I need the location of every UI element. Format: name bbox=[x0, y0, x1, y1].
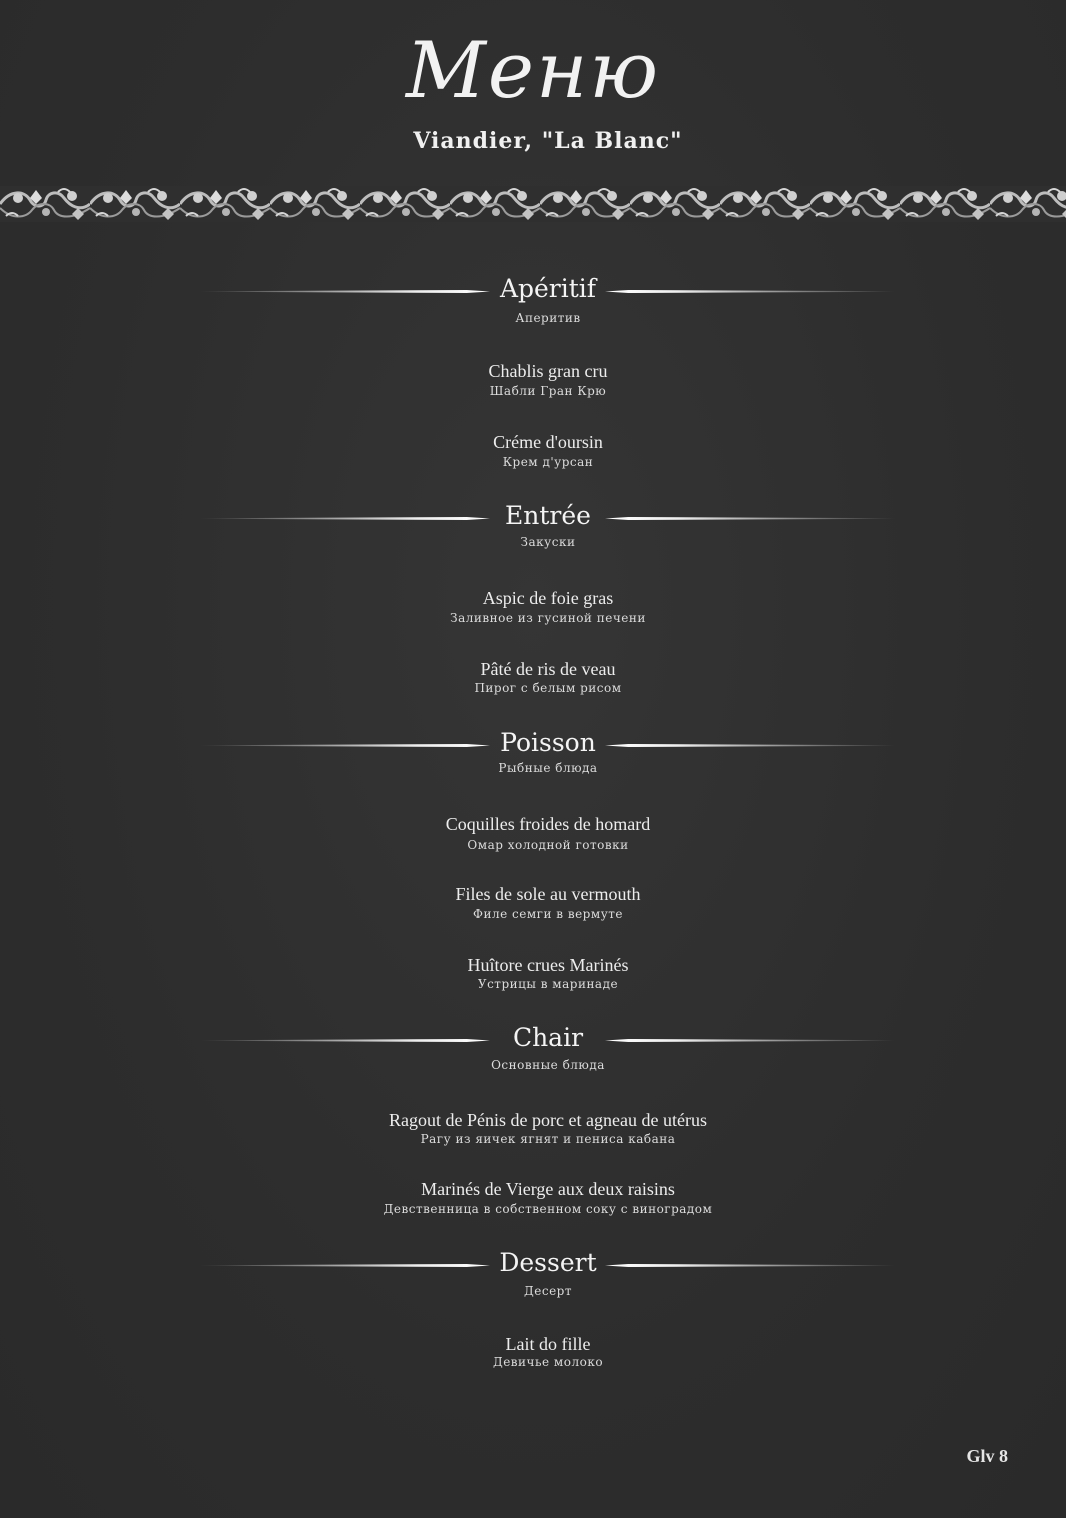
lace-ornament-border bbox=[0, 186, 1066, 222]
dish-translation: Пирог с белым рисом bbox=[474, 681, 622, 695]
section-title: Poisson bbox=[500, 728, 596, 757]
dish-name: Pâté de ris de veau bbox=[480, 659, 616, 679]
section-title: Dessert bbox=[499, 1248, 597, 1277]
dish-name: Coquilles froides de homard bbox=[445, 814, 651, 834]
section-entree bbox=[0, 501, 1075, 535]
dish-name: Aspic de foie gras bbox=[482, 588, 614, 608]
section-dessert bbox=[0, 1248, 1075, 1282]
section-subtitle: Десерт bbox=[524, 1284, 572, 1298]
section-subtitle: Основные блюда bbox=[491, 1058, 605, 1072]
dish-translation: Шабли Гран Крю bbox=[489, 384, 607, 398]
dish-name: Lait do fille bbox=[505, 1334, 591, 1354]
dish-translation: Рагу из яичек ягнят и пениса кабана bbox=[420, 1132, 676, 1146]
dish-translation: Девственница в собственном соку с виноградом bbox=[383, 1202, 713, 1216]
section-chair bbox=[0, 1023, 1075, 1057]
section-subtitle: Аперитив bbox=[515, 311, 581, 325]
dish-name: Ragout de Pénis de porc et agneau de utérus bbox=[389, 1110, 707, 1130]
page-number: Glv 8 bbox=[966, 1446, 1008, 1466]
section-title: Chair bbox=[512, 1023, 584, 1052]
dish-name: Files de sole au vermouth bbox=[455, 884, 641, 904]
section-aperitif bbox=[0, 274, 1075, 308]
section-title: Apéritif bbox=[499, 274, 597, 303]
section-subtitle: Закуски bbox=[520, 535, 576, 549]
dish-translation: Филе семги в вермуте bbox=[473, 907, 623, 921]
dish-translation: Девичье молоко bbox=[492, 1355, 604, 1369]
dish-name: Marinés de Vierge aux deux raisins bbox=[421, 1179, 675, 1199]
dish-translation: Устрицы в маринаде bbox=[477, 977, 619, 991]
dish-name: Créme d'oursin bbox=[493, 432, 603, 452]
restaurant-name: Viandier, "La Blanc" bbox=[413, 128, 683, 154]
dish-translation: Заливное из гусиной печени bbox=[450, 611, 646, 625]
section-subtitle: Рыбные блюда bbox=[498, 761, 598, 775]
dish-translation: Омар холодной готовки bbox=[467, 838, 629, 852]
dish-name: Huîtore crues Marinés bbox=[467, 955, 629, 975]
menu-title: Меню bbox=[405, 26, 661, 116]
section-title: Entrée bbox=[505, 501, 591, 530]
section-poisson bbox=[0, 728, 1075, 762]
dish-translation: Крем д'урсан bbox=[502, 455, 594, 469]
dish-name: Chablis gran cru bbox=[488, 361, 608, 381]
